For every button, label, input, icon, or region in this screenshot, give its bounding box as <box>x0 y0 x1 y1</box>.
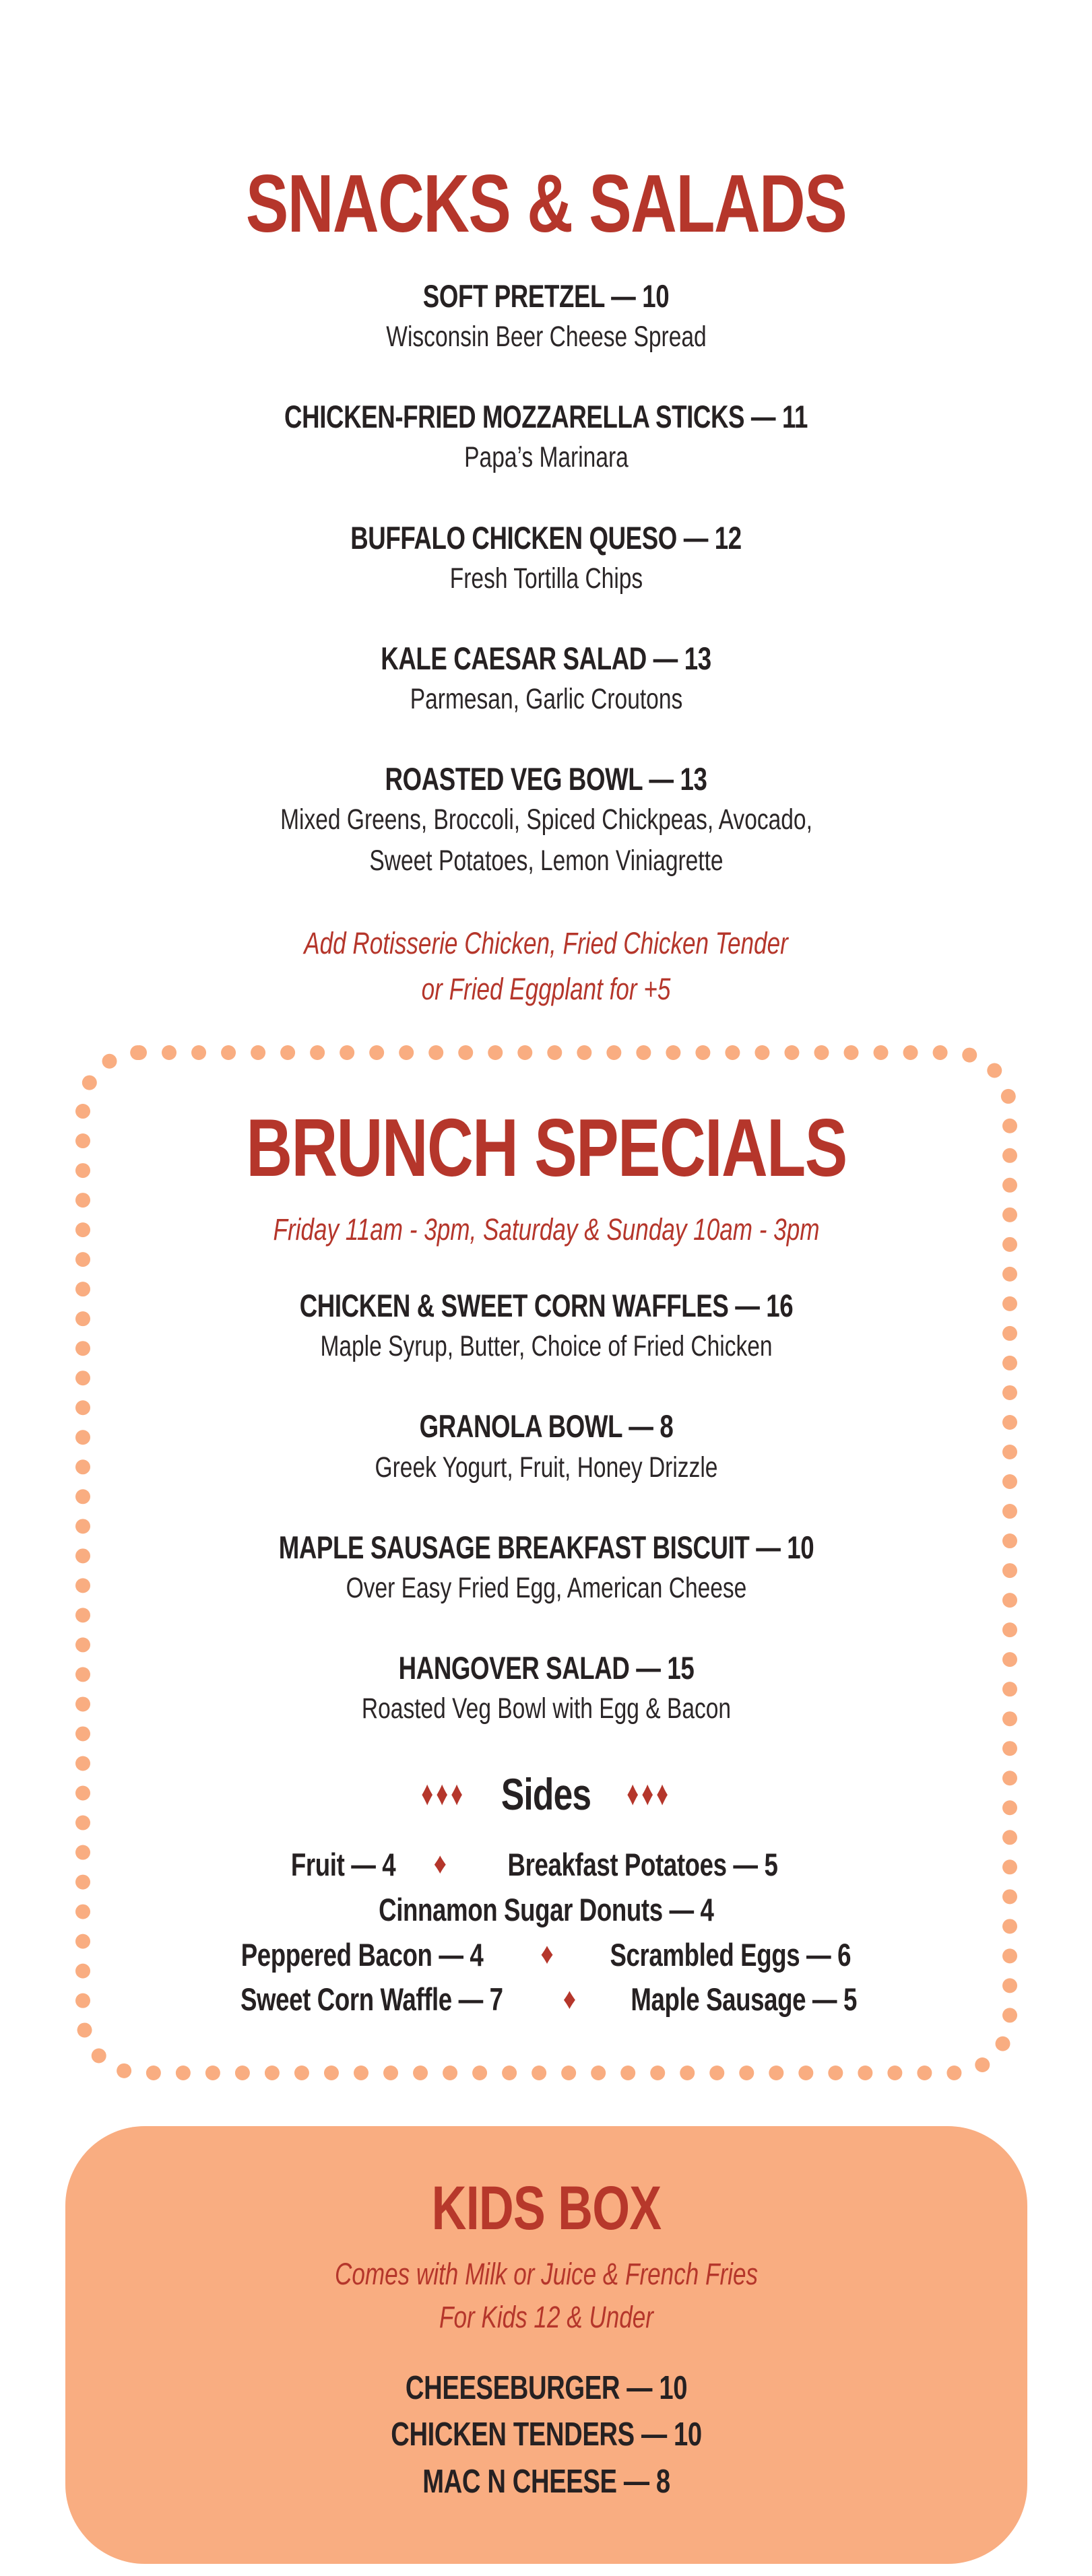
diamond-icon: ♦ <box>540 1938 554 1971</box>
item-description: Over Easy Fried Egg, American Cheese <box>346 1571 746 1604</box>
side-item: Maple Sausage — 5 <box>630 1981 857 2018</box>
menu-item-roasted-veg-bowl <box>0 759 1092 882</box>
snacks-salads-title: SNACKS & SALADS <box>245 158 847 249</box>
item-description: Papa’s Marinara <box>463 441 629 474</box>
add-protein-note-line2: or Fried Eggplant for +5 <box>421 971 671 1006</box>
snacks-items <box>0 276 1092 882</box>
item-name: HANGOVER SALAD — 15 <box>398 1649 694 1686</box>
item-description: Fresh Tortilla Chips <box>449 562 643 595</box>
item-description: Maple Syrup, Butter, Choice of Fried Chicken <box>319 1330 773 1363</box>
snacks-salads-section <box>0 0 1092 1012</box>
menu-item-soft-pretzel <box>0 276 1092 358</box>
item-name: ROASTED VEG BOWL — 13 <box>385 760 707 797</box>
item-name: BUFFALO CHICKEN QUESO — 12 <box>350 519 742 556</box>
brunch-hours: Friday 11am - 3pm, Saturday & Sunday 10am - 3pm <box>273 1212 819 1247</box>
side-item: Cinnamon Sugar Donuts — 4 <box>378 1891 714 1927</box>
kids-items <box>86 2365 1007 2506</box>
item-description: Mixed Greens, Broccoli, Spiced Chickpeas, Avocado, Sweet Potatoes, Lemon Viniagrette <box>280 803 812 878</box>
sides-row <box>110 1888 982 1933</box>
menu-item-kale-caesar-salad <box>0 638 1092 720</box>
side-item: Breakfast Potatoes — 5 <box>507 1847 778 1883</box>
item-name: CHICKEN & SWEET CORN WAFFLES — 16 <box>299 1288 793 1324</box>
side-item: Scrambled Eggs — 6 <box>610 1936 852 1973</box>
sides-row <box>110 1843 982 1888</box>
sides-header <box>110 1769 982 1820</box>
add-protein-note <box>0 921 1092 1012</box>
item-name: KALE CAESAR SALAD — 13 <box>381 640 711 676</box>
item-name: CHICKEN-FRIED MOZZARELLA STICKS — 11 <box>284 399 808 435</box>
kids-box-subtitle-line2: For Kids 12 & Under <box>439 2299 653 2334</box>
item-description: Roasted Veg Bowl with Egg & Bacon <box>361 1692 731 1725</box>
triple-diamond-icon: ♦♦♦ <box>420 1775 465 1813</box>
diamond-icon: ♦ <box>433 1848 447 1881</box>
menu-item-chicken-tenders: CHICKEN TENDERS — 10 <box>390 2416 702 2453</box>
item-description: Wisconsin Beer Cheese Spread <box>385 321 707 354</box>
kids-box <box>65 2126 1027 2564</box>
menu-item-cheeseburger: CHEESEBURGER — 10 <box>405 2369 687 2406</box>
diamond-icon: ♦ <box>563 1983 576 2016</box>
item-name: GRANOLA BOWL — 8 <box>419 1408 673 1445</box>
item-description: Parmesan, Garlic Croutons <box>410 682 682 715</box>
kids-box-title: KIDS BOX <box>431 2174 661 2243</box>
side-item: Fruit — 4 <box>291 1847 396 1883</box>
brunch-specials-box <box>75 1045 1017 2080</box>
menu-item-mozzarella-sticks <box>0 397 1092 478</box>
menu-item-mac-n-cheese: MAC N CHEESE — 8 <box>422 2463 670 2500</box>
brunch-specials-title: BRUNCH SPECIALS <box>245 1102 847 1194</box>
brunch-items <box>110 1286 982 1729</box>
menu-item-chicken-sweet-corn-waffles <box>110 1286 982 1367</box>
item-description: Greek Yogurt, Fruit, Honey Drizzle <box>375 1451 717 1484</box>
item-name: SOFT PRETZEL — 10 <box>422 278 670 315</box>
sides-row <box>110 1933 982 1978</box>
side-item: Peppered Bacon — 4 <box>240 1936 484 1973</box>
menu-item-hangover-salad <box>110 1648 982 1729</box>
menu-item-buffalo-chicken-queso <box>0 518 1092 599</box>
item-name: MAPLE SAUSAGE BREAKFAST BISCUIT — 10 <box>278 1529 814 1565</box>
add-protein-note-line1: Add Rotisserie Chicken, Fried Chicken Tender <box>304 926 788 961</box>
sides-list <box>110 1843 982 2022</box>
triple-diamond-icon: ♦♦♦ <box>627 1775 672 1813</box>
sides-title: Sides <box>501 1769 591 1820</box>
menu-item-maple-sausage-breakfast-biscuit <box>110 1527 982 1609</box>
kids-box-subtitle-line1: Comes with Milk or Juice & French Fries <box>334 2256 758 2291</box>
menu-item-granola-bowl <box>110 1406 982 1488</box>
sides-row <box>110 1977 982 2022</box>
side-item: Sweet Corn Waffle — 7 <box>240 1981 503 2018</box>
